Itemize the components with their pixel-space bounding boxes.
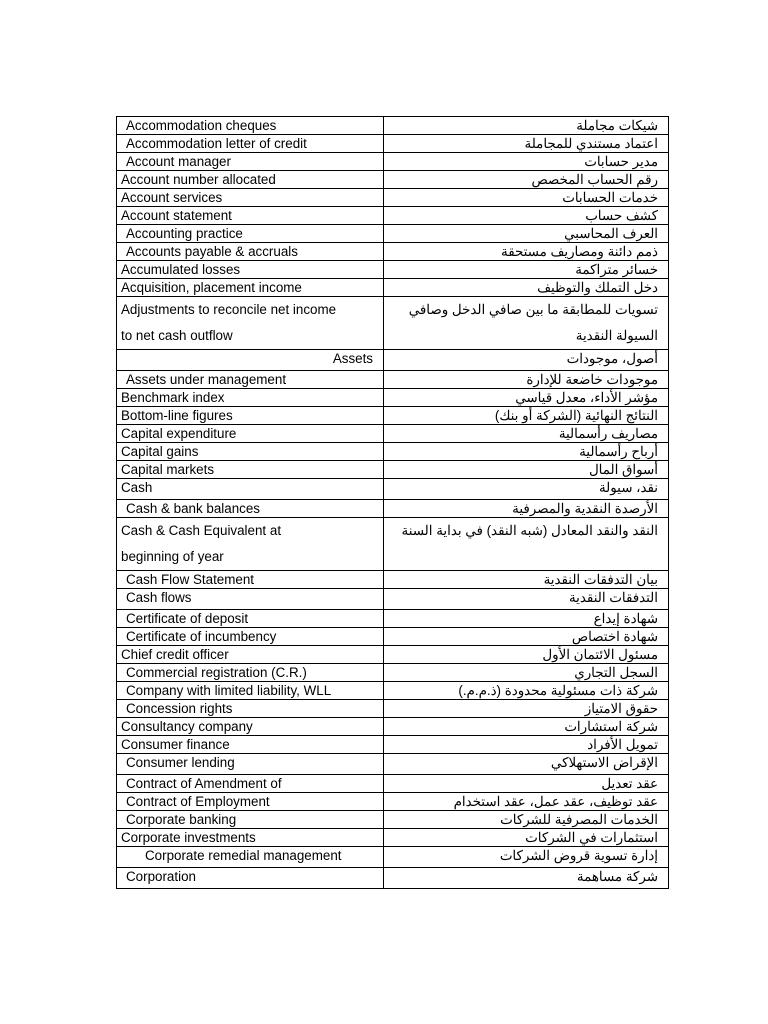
table-row (117, 350, 669, 371)
arabic-term: شركة استشارات (384, 718, 669, 736)
english-term: Accommodation letter of credit (117, 135, 384, 153)
arabic-term: حقوق الامتياز (384, 700, 669, 718)
table-row (117, 479, 669, 500)
table-row (117, 700, 669, 718)
english-term: Acquisition, placement income (117, 279, 384, 297)
arabic-term: رقم الحساب المخصص (384, 171, 669, 189)
arabic-term: موجودات خاضعة للإدارة (384, 371, 669, 389)
arabic-term: شهادة اختصاص (384, 628, 669, 646)
english-term: Chief credit officer (117, 646, 384, 664)
arabic-term: الإقراض الاستهلاكي (384, 754, 669, 775)
english-term: Accounting practice (117, 225, 384, 243)
table-row (117, 135, 669, 153)
english-term: Accounts payable & accruals (117, 243, 384, 261)
english-term: Accommodation cheques (117, 117, 384, 135)
arabic-term: استثمارات في الشركات (384, 829, 669, 847)
english-term: Commercial registration (C.R.) (117, 664, 384, 682)
arabic-term: النقد والنقد المعادل (شبه النقد) في بداية السنة (384, 518, 669, 571)
english-term: Consultancy company (117, 718, 384, 736)
english-term: Contract of Amendment of (117, 775, 384, 793)
table-row (117, 461, 669, 479)
arabic-term: العرف المحاسبي (384, 225, 669, 243)
english-term: Assets under management (117, 371, 384, 389)
english-term: Assets (117, 350, 384, 371)
table-row (117, 793, 669, 811)
table-row (117, 500, 669, 518)
arabic-term: عقد توظيف، عقد عمل، عقد استخدام (384, 793, 669, 811)
table-row (117, 811, 669, 829)
arabic-term: الأرصدة النقدية والمصرفية (384, 500, 669, 518)
english-term: Certificate of deposit (117, 610, 384, 628)
glossary-table (116, 116, 669, 889)
table-row (117, 775, 669, 793)
arabic-term: شهادة إيداع (384, 610, 669, 628)
english-term: Cash (117, 479, 384, 500)
table-row (117, 628, 669, 646)
english-term: Corporate remedial management (117, 847, 384, 868)
table-row (117, 664, 669, 682)
english-term: Corporate investments (117, 829, 384, 847)
table-row (117, 371, 669, 389)
arabic-term: النتائج النهائية (الشركة أو بنك) (384, 407, 669, 425)
english-term: Certificate of incumbency (117, 628, 384, 646)
arabic-term: عقد تعديل (384, 775, 669, 793)
arabic-term: تسويات للمطابقة ما بين صافي الدخل وصافي السيولة النقدية (384, 297, 669, 350)
arabic-term: ذمم دائنة ومصاريف مستحقة (384, 243, 669, 261)
arabic-term: نقد، سيولة (384, 479, 669, 500)
arabic-term: تمويل الأفراد (384, 736, 669, 754)
table-row (117, 682, 669, 700)
english-term: Bottom-line figures (117, 407, 384, 425)
arabic-term: مدير حسابات (384, 153, 669, 171)
arabic-term: التدفقات النقدية (384, 589, 669, 610)
english-term: Concession rights (117, 700, 384, 718)
table-row (117, 243, 669, 261)
table-row (117, 425, 669, 443)
arabic-term: كشف حساب (384, 207, 669, 225)
english-term: Capital gains (117, 443, 384, 461)
table-row (117, 754, 669, 775)
table-row (117, 207, 669, 225)
table-row (117, 297, 669, 350)
arabic-term: شيكات مجاملة (384, 117, 669, 135)
english-term: Adjustments to reconcile net income to net cash outflow (117, 297, 384, 350)
table-row (117, 847, 669, 868)
english-term: Capital expenditure (117, 425, 384, 443)
table-row (117, 279, 669, 297)
arabic-term: أرباح رأسمالية (384, 443, 669, 461)
arabic-term: أصول، موجودات (384, 350, 669, 371)
english-term: Account services (117, 189, 384, 207)
table-row (117, 571, 669, 589)
arabic-term: بيان التدفقات النقدية (384, 571, 669, 589)
english-term: Corporate banking (117, 811, 384, 829)
arabic-term: خسائر متراكمة (384, 261, 669, 279)
table-row (117, 389, 669, 407)
arabic-term: الخدمات المصرفية للشركات (384, 811, 669, 829)
table-row (117, 407, 669, 425)
english-term: Corporation (117, 868, 384, 889)
english-term: Account manager (117, 153, 384, 171)
arabic-term: أسواق المال (384, 461, 669, 479)
english-term: Consumer lending (117, 754, 384, 775)
english-term: Contract of Employment (117, 793, 384, 811)
arabic-term: دخل التملك والتوظيف (384, 279, 669, 297)
arabic-term: مصاريف رأسمالية (384, 425, 669, 443)
table-row (117, 829, 669, 847)
table-row (117, 718, 669, 736)
arabic-term: اعتماد مستندي للمجاملة (384, 135, 669, 153)
english-term: Cash & Cash Equivalent at beginning of year (117, 518, 384, 571)
arabic-term: خدمات الحسابات (384, 189, 669, 207)
arabic-term: السجل التجاري (384, 664, 669, 682)
arabic-term: إدارة تسوية قروض الشركات (384, 847, 669, 868)
english-term: Cash flows (117, 589, 384, 610)
english-term: Capital markets (117, 461, 384, 479)
table-row (117, 610, 669, 628)
table-row (117, 443, 669, 461)
arabic-term: شركة ذات مسئولية محدودة (ذ.م.م.) (384, 682, 669, 700)
table-row (117, 518, 669, 571)
english-term: Company with limited liability, WLL (117, 682, 384, 700)
table-row (117, 117, 669, 135)
english-term: Accumulated losses (117, 261, 384, 279)
table-row (117, 868, 669, 889)
table-row (117, 589, 669, 610)
arabic-term: مسئول الائتمان الأول (384, 646, 669, 664)
table-row (117, 261, 669, 279)
table-row (117, 171, 669, 189)
english-term: Account statement (117, 207, 384, 225)
table-row (117, 153, 669, 171)
arabic-term: شركة مساهمة (384, 868, 669, 889)
english-term: Account number allocated (117, 171, 384, 189)
english-term: Benchmark index (117, 389, 384, 407)
english-term: Consumer finance (117, 736, 384, 754)
arabic-term: مؤشر الأداء، معدل قياسي (384, 389, 669, 407)
table-row (117, 736, 669, 754)
english-term: Cash & bank balances (117, 500, 384, 518)
english-term: Cash Flow Statement (117, 571, 384, 589)
table-row (117, 646, 669, 664)
table-row (117, 225, 669, 243)
table-row (117, 189, 669, 207)
